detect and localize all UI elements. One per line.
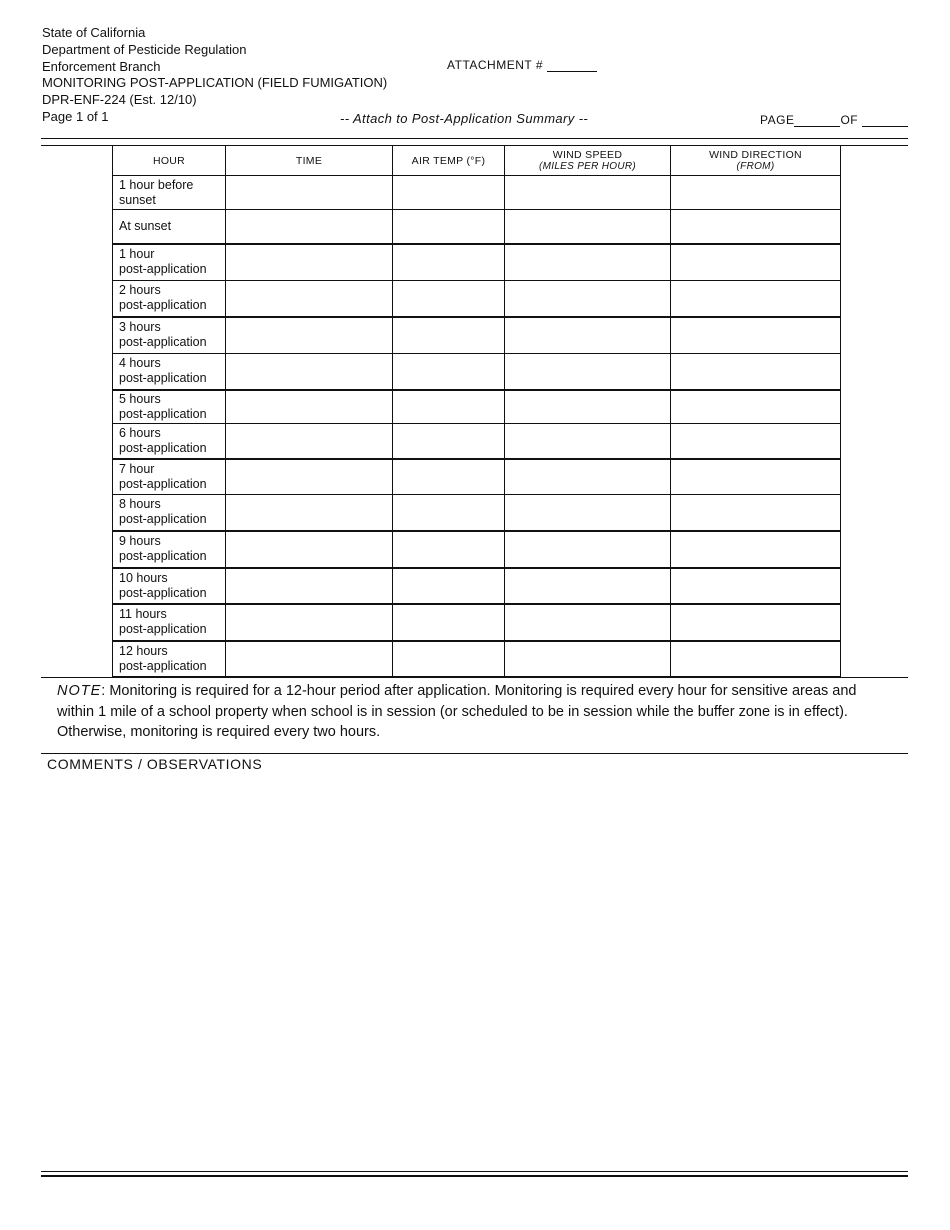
col-header-hour: HOUR <box>113 146 226 176</box>
wind-direction-entry-cell[interactable] <box>671 641 841 677</box>
air-temp-entry-cell[interactable] <box>393 176 505 210</box>
hour-label: 2 hours <box>119 283 161 298</box>
col-header-wind-speed: WIND SPEED (MILES PER HOUR) <box>505 146 671 176</box>
hour-sublabel: post-application <box>119 262 207 277</box>
hour-sublabel: post-application <box>119 440 207 455</box>
form-number: DPR-ENF-224 (Est. 12/10) <box>42 92 197 107</box>
attachment-field <box>447 58 597 72</box>
wind-speed-entry-cell[interactable] <box>505 281 671 317</box>
time-entry-cell[interactable] <box>226 210 393 244</box>
time-entry-cell[interactable] <box>226 354 393 390</box>
hour-sublabel: post-application <box>119 585 207 600</box>
hour-label: 8 hours <box>119 497 161 512</box>
wind-speed-entry-cell[interactable] <box>505 210 671 244</box>
attachment-input[interactable] <box>547 59 597 72</box>
footer-rule-thick <box>41 1175 908 1177</box>
hour-sublabel: post-application <box>119 298 207 313</box>
air-temp-entry-cell[interactable] <box>393 244 505 281</box>
hour-sublabel: post-application <box>119 371 207 386</box>
hour-label: 9 hours <box>119 534 161 548</box>
table-row <box>113 317 841 354</box>
page-number-input[interactable] <box>794 114 840 127</box>
note-text: : Monitoring is required for a 12-hour period after application. Monitoring is required every hour for sensitive areas and within 1 mile of a school property when school is in session (or scheduled to be in session while the buffer zone is in effect). Otherwise, monitoring is required every two hours. <box>57 683 857 740</box>
hour-cell <box>113 604 226 641</box>
agency-state: State of California <box>42 25 146 40</box>
air-temp-entry-cell[interactable] <box>393 641 505 677</box>
hour-cell <box>113 568 226 604</box>
hour-cell <box>113 317 226 354</box>
hour-cell <box>113 244 226 281</box>
comments-label: COMMENTS / OBSERVATIONS <box>47 756 263 772</box>
table-body <box>113 176 841 677</box>
hour-sublabel: post-application <box>119 406 207 421</box>
hour-sublabel: sunset <box>119 192 156 207</box>
hour-label: At sunset <box>119 218 172 233</box>
air-temp-entry-cell[interactable] <box>393 531 505 568</box>
time-entry-cell[interactable] <box>226 176 393 210</box>
col-header-wind-direction: WIND DIRECTION (FROM) <box>671 146 841 176</box>
wind-direction-entry-cell[interactable] <box>671 281 841 317</box>
table-row <box>113 641 841 677</box>
hour-cell <box>113 390 226 424</box>
wind-speed-entry-cell[interactable] <box>505 390 671 424</box>
hour-cell <box>113 531 226 568</box>
time-entry-cell[interactable] <box>226 568 393 604</box>
time-entry-cell[interactable] <box>226 495 393 531</box>
air-temp-entry-cell[interactable] <box>393 317 505 354</box>
table-row <box>113 390 841 424</box>
wind-speed-entry-cell[interactable] <box>505 354 671 390</box>
hour-label: 6 hours <box>119 425 161 440</box>
table-row <box>113 354 841 390</box>
note-divider <box>41 753 908 754</box>
page-total-input[interactable] <box>862 114 908 127</box>
table-row <box>113 495 841 531</box>
hour-sublabel: post-application <box>119 512 207 527</box>
wind-speed-entry-cell[interactable] <box>505 459 671 495</box>
table-row <box>113 210 841 244</box>
hour-cell <box>113 424 226 459</box>
note-block <box>57 681 897 743</box>
wind-direction-entry-cell[interactable] <box>671 390 841 424</box>
table-row <box>113 459 841 495</box>
hour-label: 12 hours <box>119 643 168 658</box>
header-divider-top <box>41 138 908 139</box>
hour-sublabel: post-application <box>119 658 207 673</box>
hour-label: 1 hour <box>119 247 155 262</box>
air-temp-entry-cell[interactable] <box>393 281 505 317</box>
wind-direction-entry-cell[interactable] <box>671 459 841 495</box>
form-subtitle: -- Attach to Post-Application Summary -- <box>340 111 589 126</box>
hour-label: 11 hours <box>119 607 167 621</box>
hour-sublabel: post-application <box>119 476 207 491</box>
monitoring-table <box>112 145 841 677</box>
hour-cell <box>113 281 226 317</box>
wind-direction-entry-cell[interactable] <box>671 354 841 390</box>
table-row <box>113 176 841 210</box>
hour-cell <box>113 641 226 677</box>
table-row <box>113 281 841 317</box>
air-temp-entry-cell[interactable] <box>393 354 505 390</box>
wind-speed-entry-cell[interactable] <box>505 604 671 641</box>
wind-speed-entry-cell[interactable] <box>505 568 671 604</box>
time-entry-cell[interactable] <box>226 459 393 495</box>
wind-speed-entry-cell[interactable] <box>505 531 671 568</box>
col-header-air-temp: AIR TEMP (°F) <box>393 146 505 176</box>
time-entry-cell[interactable] <box>226 244 393 281</box>
hour-label: 1 hour before <box>119 177 194 192</box>
table-header-row <box>113 146 841 176</box>
col-header-time: TIME <box>226 146 393 176</box>
table-row <box>113 244 841 281</box>
table-row <box>113 531 841 568</box>
table-row <box>113 568 841 604</box>
wind-direction-entry-cell[interactable] <box>671 495 841 531</box>
air-temp-entry-cell[interactable] <box>393 604 505 641</box>
hour-label: 3 hours <box>119 320 161 335</box>
wind-speed-entry-cell[interactable] <box>505 317 671 354</box>
air-temp-entry-cell[interactable] <box>393 568 505 604</box>
hour-cell <box>113 354 226 390</box>
time-entry-cell[interactable] <box>226 390 393 424</box>
time-entry-cell[interactable] <box>226 531 393 568</box>
hour-cell <box>113 459 226 495</box>
time-entry-cell[interactable] <box>226 317 393 354</box>
agency-branch: Enforcement Branch <box>42 59 161 74</box>
time-entry-cell[interactable] <box>226 281 393 317</box>
form-title: MONITORING POST-APPLICATION (FIELD FUMIGATION) <box>42 75 388 90</box>
hour-label: 5 hours <box>119 391 161 406</box>
footer-rule-thin <box>41 1171 908 1172</box>
wind-speed-entry-cell[interactable] <box>505 495 671 531</box>
air-temp-entry-cell[interactable] <box>393 459 505 495</box>
hour-sublabel: post-application <box>119 549 207 563</box>
time-entry-cell[interactable] <box>226 424 393 459</box>
wind-direction-entry-cell[interactable] <box>671 317 841 354</box>
table-row <box>113 604 841 641</box>
table-row <box>113 424 841 459</box>
wind-direction-entry-cell[interactable] <box>671 176 841 210</box>
wind-direction-entry-cell[interactable] <box>671 531 841 568</box>
attachment-label: ATTACHMENT # <box>447 58 544 72</box>
page-count: Page 1 of 1 <box>42 109 109 124</box>
air-temp-entry-cell[interactable] <box>393 390 505 424</box>
air-temp-entry-cell[interactable] <box>393 424 505 459</box>
hour-cell <box>113 210 226 244</box>
table-bottom-rule <box>41 677 908 678</box>
wind-speed-entry-cell[interactable] <box>505 176 671 210</box>
hour-sublabel: post-application <box>119 622 207 636</box>
wind-direction-entry-cell[interactable] <box>671 424 841 459</box>
hour-sublabel: post-application <box>119 335 207 350</box>
page-of-field <box>760 113 908 127</box>
of-label: OF <box>840 113 859 127</box>
hour-cell <box>113 495 226 531</box>
page-label: PAGE <box>760 113 795 127</box>
wind-direction-entry-cell[interactable] <box>671 210 841 244</box>
time-entry-cell[interactable] <box>226 604 393 641</box>
hour-label: 10 hours <box>119 570 168 585</box>
air-temp-entry-cell[interactable] <box>393 210 505 244</box>
wind-direction-entry-cell[interactable] <box>671 604 841 641</box>
wind-direction-entry-cell[interactable] <box>671 568 841 604</box>
agency-department: Department of Pesticide Regulation <box>42 42 247 57</box>
time-entry-cell[interactable] <box>226 641 393 677</box>
wind-direction-entry-cell[interactable] <box>671 244 841 281</box>
hour-cell <box>113 176 226 210</box>
air-temp-entry-cell[interactable] <box>393 495 505 531</box>
note-label: NOTE <box>57 683 102 699</box>
hour-label: 4 hours <box>119 356 161 371</box>
hour-label: 7 hour <box>119 461 155 476</box>
wind-speed-entry-cell[interactable] <box>505 424 671 459</box>
wind-speed-entry-cell[interactable] <box>505 244 671 281</box>
wind-speed-entry-cell[interactable] <box>505 641 671 677</box>
